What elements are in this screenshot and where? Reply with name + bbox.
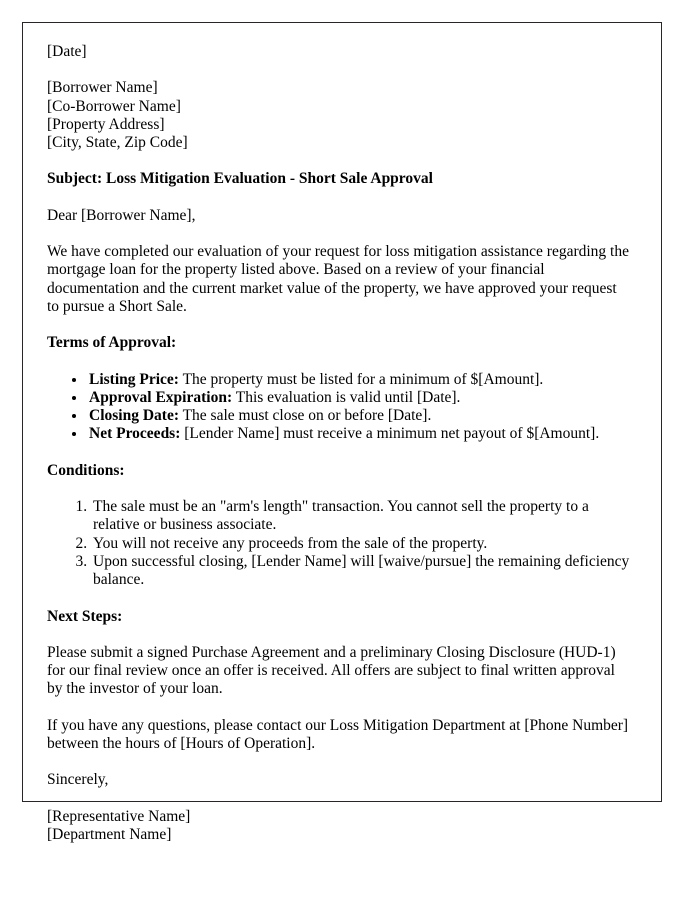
term-label: Approval Expiration: (89, 388, 233, 406)
next-steps-paragraph-1: Please submit a signed Purchase Agreement and a preliminary Closing Disclosure (HUD-1) for our final review once an offer is received. All offers are subject to final written approval by the investor of your loan. (47, 643, 616, 698)
recipient-co-borrower-name: [Co-Borrower Name] (47, 97, 181, 115)
next-steps-paragraph-2: If you have any questions, please contact our Loss Mitigation Department at [Phone Number] between the hours of [Hours of Operation]. (47, 716, 629, 753)
recipient-address-block (47, 79, 631, 152)
list-item (87, 389, 631, 407)
letter-document-frame (22, 22, 662, 843)
signature-block (47, 808, 631, 845)
department-name: [Department Name] (47, 825, 172, 843)
letter-content (23, 23, 661, 844)
term-label: Net Proceeds: (89, 425, 181, 443)
recipient-property-address: [Property Address] (47, 115, 165, 133)
list-item: 3. Upon successful closing, [Lender Name] will [waive/pursue] the remaining deficiency balance. (91, 553, 631, 590)
terms-of-approval-list (47, 371, 631, 444)
valediction: Sincerely, (47, 771, 109, 789)
list-item (87, 425, 631, 443)
terms-heading: Terms of Approval: (47, 334, 177, 352)
next-steps-heading: Next Steps: (47, 607, 123, 625)
term-label: Closing Date: (89, 407, 179, 425)
conditions-heading: Conditions: (47, 461, 125, 479)
subject-line: Subject: Loss Mitigation Evaluation - Short Sale Approval (47, 170, 433, 188)
list-item (87, 407, 631, 425)
recipient-borrower-name: [Borrower Name] (47, 79, 158, 97)
salutation: Dear [Borrower Name], (47, 206, 196, 224)
recipient-city-state-zip: [City, State, Zip Code] (47, 134, 188, 152)
intro-paragraph: We have completed our evaluation of your request for loss mitigation assistance regarding the mortgage loan for the property listed above. Based on a review of your financial documentation and the current market value of the property, we have approved your request to pursue a Short Sale. (47, 243, 629, 315)
term-text: The property must be listed for a minimum of $[Amount]. (178, 370, 544, 388)
date-line: [Date] (47, 43, 87, 60)
list-item: 1. The sale must be an "arm's length" transaction. You cannot sell the property to a relative or business associate. (91, 498, 631, 535)
term-text: The sale must close on or before [Date]. (178, 407, 432, 425)
term-label: Listing Price: (89, 370, 179, 388)
list-item: 2. You will not receive any proceeds from the sale of the property. (91, 535, 631, 553)
representative-name: [Representative Name] (47, 807, 191, 825)
list-item (87, 371, 631, 389)
term-text: This evaluation is valid until [Date]. (232, 388, 461, 406)
term-text: [Lender Name] must receive a minimum net payout of $[Amount]. (180, 425, 600, 443)
conditions-list (47, 498, 631, 589)
